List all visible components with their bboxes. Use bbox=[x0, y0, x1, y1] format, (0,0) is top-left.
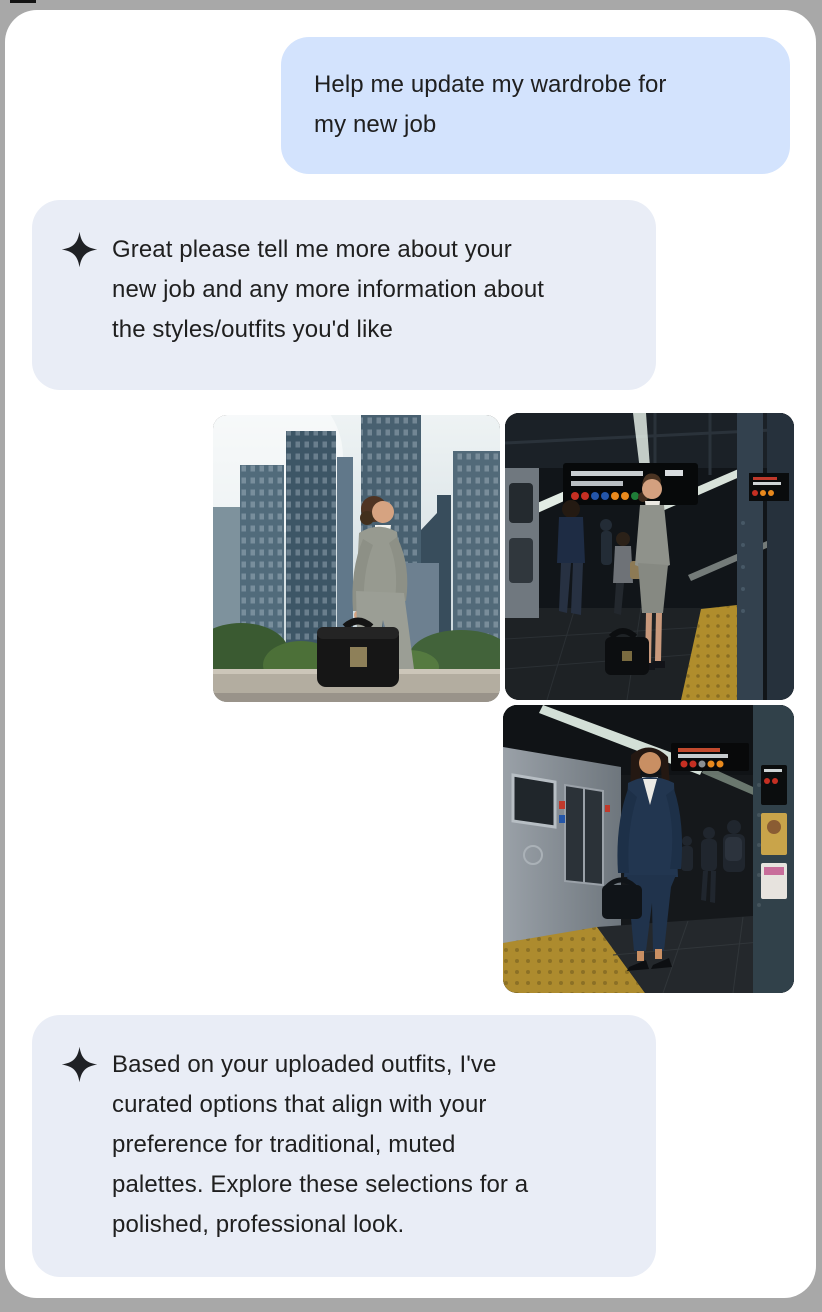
assistant-message-line: the styles/outfits you'd like bbox=[112, 316, 393, 343]
gemini-sparkle-icon bbox=[61, 1046, 98, 1083]
screen-top-edge-bar bbox=[10, 0, 36, 3]
assistant-message-text bbox=[112, 230, 640, 350]
assistant-message-text bbox=[112, 1045, 640, 1245]
user-message-line: my new job bbox=[314, 111, 437, 138]
subway-gray-suit-illustration bbox=[505, 413, 794, 700]
assistant-message-line: polished, professional look. bbox=[112, 1211, 405, 1238]
uploaded-outfit-photo-2[interactable] bbox=[505, 413, 794, 700]
assistant-message-line: new job and any more information about bbox=[112, 276, 545, 303]
gemini-sparkle-icon bbox=[61, 231, 98, 268]
assistant-message-line: preference for traditional, muted bbox=[112, 1131, 456, 1158]
assistant-message-line: curated options that align with your bbox=[112, 1091, 487, 1118]
assistant-message-bubble bbox=[32, 1015, 656, 1277]
assistant-message-line: palettes. Explore these selections for a bbox=[112, 1171, 529, 1198]
uploaded-outfit-photo-3[interactable] bbox=[503, 705, 794, 993]
assistant-message-bubble bbox=[32, 200, 656, 390]
subway-navy-suit-illustration bbox=[503, 705, 794, 993]
assistant-message-line: Great please tell me more about your bbox=[112, 236, 512, 263]
user-message-line: Help me update my wardrobe for bbox=[314, 71, 667, 98]
city-walk-illustration bbox=[213, 415, 500, 702]
uploaded-outfit-photo-1[interactable] bbox=[213, 415, 500, 702]
chat-card bbox=[5, 10, 816, 1298]
assistant-message-line: Based on your uploaded outfits, I've bbox=[112, 1051, 497, 1078]
user-message-bubble bbox=[281, 37, 790, 174]
